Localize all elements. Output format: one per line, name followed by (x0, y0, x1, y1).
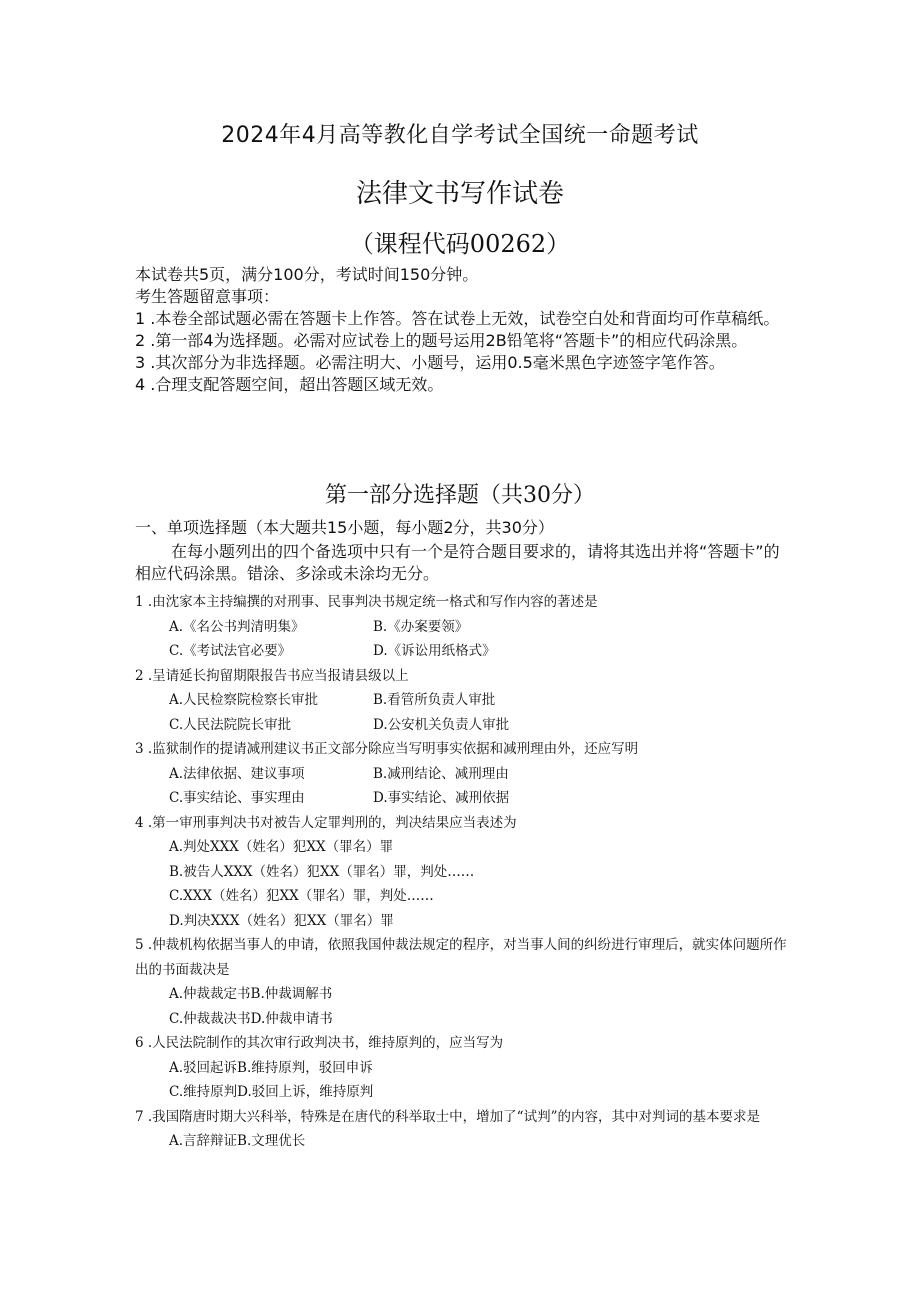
question-item (135, 933, 795, 1031)
option-c: C.XXX（姓名）犯XX（罪名）罪，判处…… (169, 888, 434, 904)
notes-intro: 本试卷共5页，满分100分，考试时间150分钟。 (135, 265, 479, 284)
option-row (135, 713, 795, 738)
note-item: 1 .本卷全部试题必需在答题卡上作答。答在试卷上无效，试卷空白处和背面均可作草稿纸。 (135, 309, 780, 328)
question-item (135, 1105, 795, 1154)
option-c: C.事实结论、事实理由 (169, 790, 305, 806)
question-item (135, 737, 795, 811)
question-stem: 6 .人民法院制作的其次审行政判决书，维持原判的，应当写为 (135, 1035, 504, 1051)
option-a: A.《名公书判清明集》 (169, 618, 305, 635)
option-line: C.仲裁裁决书D.仲裁申请书 (169, 1010, 333, 1027)
question-stem: 2 .呈请延长拘留期限报告书应当报请县级以上 (135, 667, 409, 684)
section-title: 第一部分选择题（共30分） (325, 483, 595, 508)
option-a: A.判处XXX（姓名）犯XX（罪名）罪 (169, 839, 394, 855)
option-row (135, 786, 795, 811)
question-item (135, 811, 795, 934)
option-b: B.《办案要领》 (373, 618, 469, 635)
question-item (135, 664, 795, 738)
notes-heading: 考生答题留意事项： (135, 287, 280, 306)
exam-title: 2024年4月高等教化自学考试全国统一命题考试 (221, 123, 699, 148)
option-row (135, 639, 795, 664)
option-d: D.判决XXX（姓名）犯XX（罪名）罪 (169, 912, 394, 929)
option-d: D.公安机关负责人审批 (373, 716, 510, 733)
question-item (135, 1031, 795, 1105)
question-stem: 1 .由沈家本主持编撰的对刑事、民事判决书规定统一格式和写作内容的著述是 (135, 594, 598, 610)
question-stem: 3 .监狱制作的提请减刑建议书正文部分除应当写明事实依据和减刑理由外，还应写明 (135, 741, 639, 757)
option-row (135, 688, 795, 713)
option-b: B.被告人XXX（姓名）犯XX（罪名）罪，判处…… (169, 863, 475, 880)
option-row (135, 615, 795, 640)
option-row (135, 762, 795, 787)
note-item: 4 .合理支配答题空间，超出答题区域无效。 (135, 375, 444, 394)
exam-subtitle: 法律文书写作试卷 (355, 179, 564, 209)
note-item: 3 .其次部分为非选择题。必需注明大、小题号，运用0.5毫米黑色字迹签字笔作答。 (135, 353, 725, 372)
question-item (135, 590, 795, 664)
question-stem: 5 .仲裁机构依据当事人的申请，依照我国仲裁法规定的程序，对当事人间的纠纷进行审理后，就实体问题所作出的书面裁决是 (135, 937, 787, 978)
question-stem: 7 .我国隋唐时期大兴科举，特殊是在唐代的科举取士中，增加了“试判”的内容，其中对判词的基本要求是 (135, 1108, 760, 1125)
note-item: 2 .第一部4为选择题。必需对应试卷上的题号运用2B铅笔将“答题卡”的相应代码涂黑。 (135, 331, 748, 350)
course-code: （课程代码00262） (349, 230, 571, 258)
option-line: A.仲裁裁定书B.仲裁调解书 (169, 986, 333, 1002)
question-list (135, 590, 795, 1154)
option-a: A.人民检察院检察长审批 (169, 692, 319, 708)
part-heading: 一、单项选择题（本大题共15小题，每小题2分，共30分） (135, 518, 554, 537)
question-stem: 4 .第一审刑事判决书对被告人定罪判刑的，判决结果应当表述为 (135, 814, 517, 831)
option-line: A.言辞辩证B.文理优长 (169, 1133, 306, 1149)
option-line: C.维持原判D.驳回上诉，维持原判 (169, 1084, 374, 1100)
option-c: C.《考试法官必要》 (169, 643, 292, 659)
section-instruction: 在每小题列出的四个备选项中只有一个是符合题目要求的，请将其选出并将“答题卡”的相应代码涂黑。错涂、多涂或未涂均无分。 (135, 542, 780, 583)
option-a: A.法律依据、建议事项 (169, 765, 305, 782)
option-b: B.减刑结论、减刑理由 (373, 765, 509, 782)
exam-notes (135, 264, 790, 396)
option-c: C.人民法院院长审批 (169, 716, 292, 733)
option-d: D.《诉讼用纸格式》 (373, 643, 496, 659)
option-d: D.事实结论、减刑依据 (373, 790, 510, 806)
option-line: A.驳回起诉B.维持原判，驳回申诉 (169, 1059, 373, 1076)
option-b: B.看管所负责人审批 (373, 692, 496, 708)
